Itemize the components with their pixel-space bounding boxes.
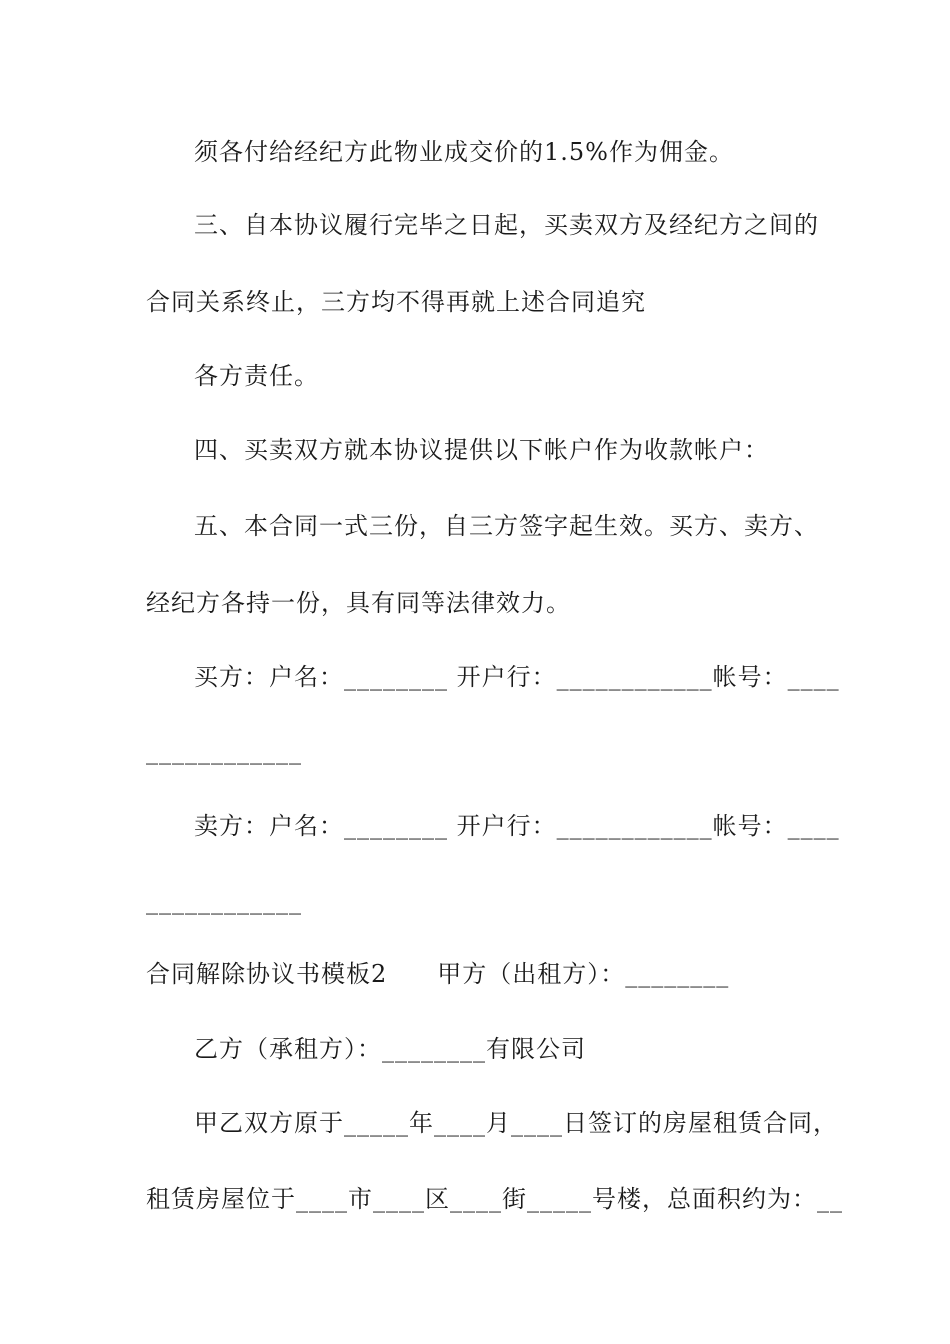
clause-five-line-1: 五、本合同一式三份，自三方签字起生效。买方、卖方、 [194, 512, 819, 540]
buyer-account-line: 买方：户名：________ 开户行：____________帐号：____ [194, 663, 840, 691]
buyer-account-continuation: ____________ [146, 737, 302, 765]
template-two-heading-line: 合同解除协议书模板2 甲方（出租方）：________ [146, 960, 730, 988]
seller-account-continuation: ____________ [146, 887, 302, 915]
clause-three-line-1: 三、自本协议履行完毕之日起，买卖双方及经纪方之间的 [194, 211, 819, 239]
lease-location-line: 租赁房屋位于____市____区____街_____号楼，总面积约为：__ [146, 1185, 843, 1213]
party-b-line: 乙方（承租方）：________有限公司 [194, 1035, 586, 1063]
clause-three-line-2: 合同关系终止，三方均不得再就上述合同追究 [146, 288, 646, 316]
clause-four-line: 四、买卖双方就本协议提供以下帐户作为收款帐户： [194, 436, 769, 464]
clause-five-line-2: 经纪方各持一份，具有同等法律效力。 [146, 589, 571, 617]
seller-account-line: 卖方：户名：________ 开户行：____________帐号：____ [194, 812, 840, 840]
clause-three-line-3: 各方责任。 [194, 362, 319, 390]
commission-clause-line: 须各付给经纪方此物业成交价的1.5%作为佣金。 [194, 138, 734, 166]
lease-date-line: 甲乙双方原于_____年____月____日签订的房屋租赁合同， [194, 1109, 838, 1137]
